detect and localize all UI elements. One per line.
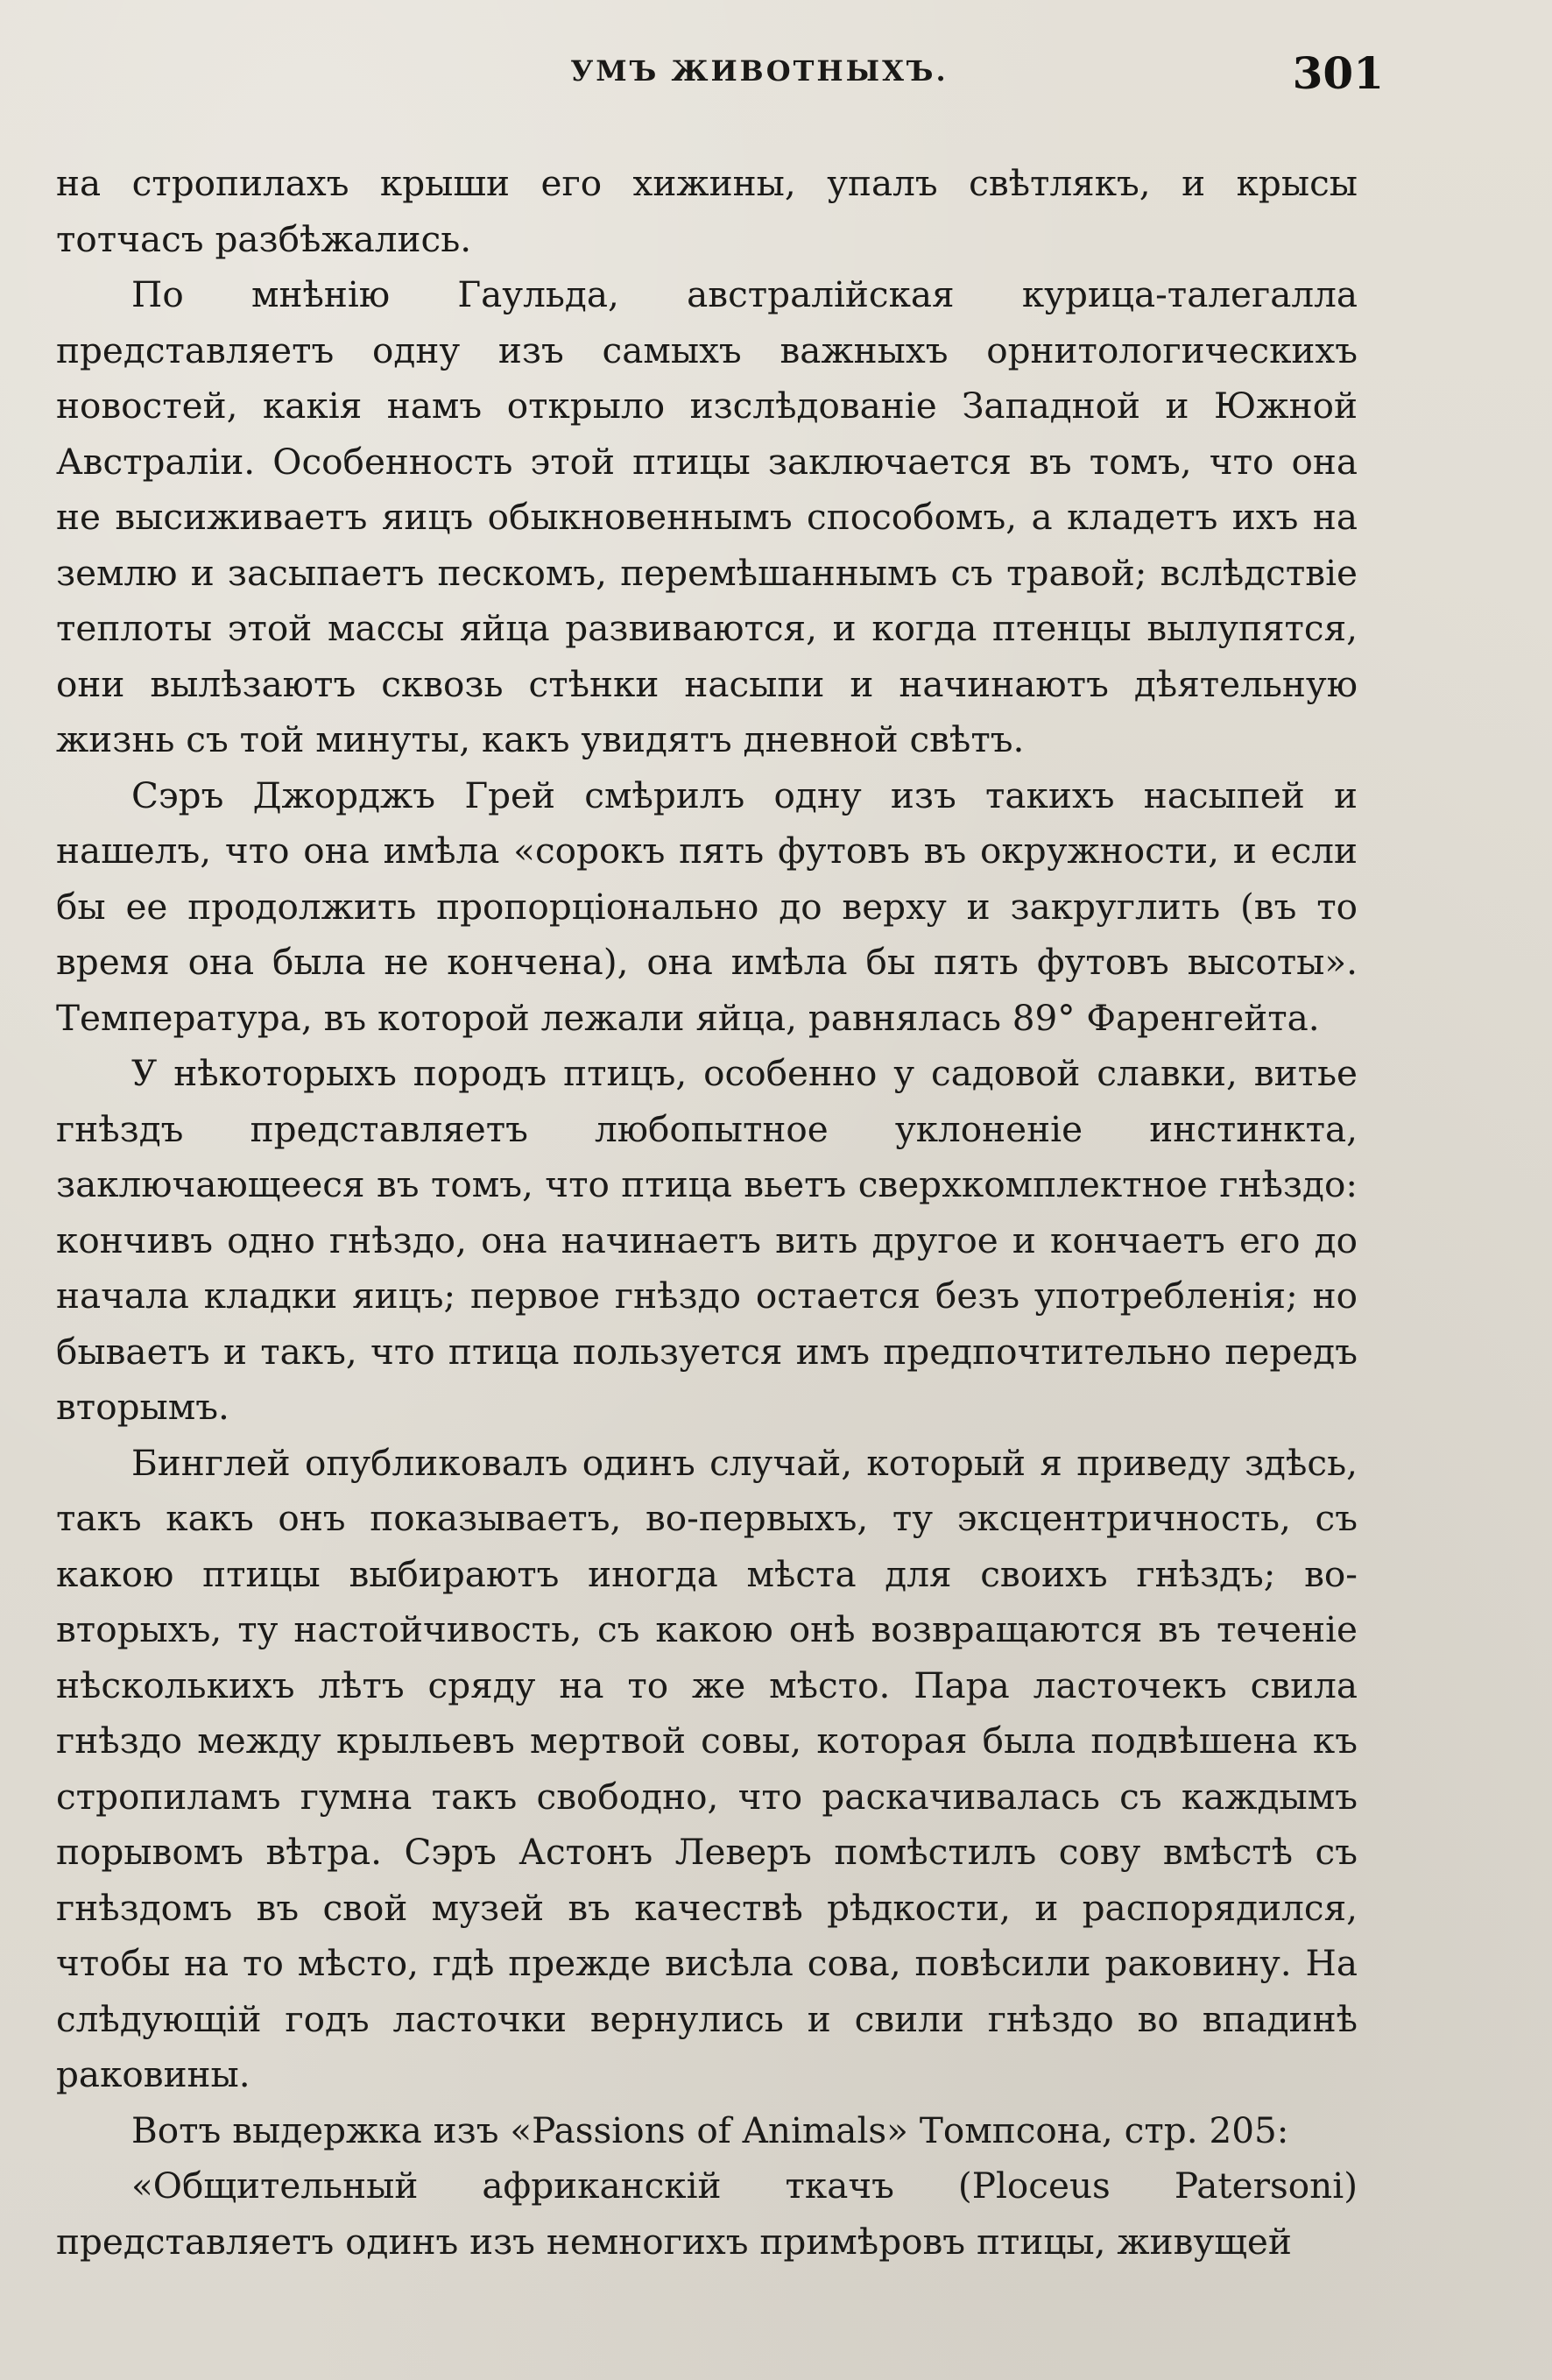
paragraph: Сэръ Джорджъ Грей смѣрилъ одну изъ такихъ насыпей и нашелъ, что она имѣла «сорокъ пять футовъ въ окружности, и если бы ее продолжить пропорціонально до верху и закруглить (въ то время она была не кончена), она имѣла бы пять футовъ высоты». Температура, въ которой лежали яйца, равнялась 89° Фаренгейта. xyxy=(56,773,1358,1039)
paragraph: Вотъ выдержка изъ «Passions of Animals» Томпсона, стр. 205: xyxy=(131,2108,1289,2151)
body-text xyxy=(56,156,1358,2270)
page-number: 301 xyxy=(1292,47,1384,99)
paragraph: У нѣкоторыхъ породъ птицъ, особенно у садовой славки, витье гнѣздъ представляетъ любопытное уклоненіе инстинкта, заключающееся въ томъ, что птица вьетъ сверхкомплектное гнѣздо: кончивъ одно гнѣздо, она начинаетъ вить другое и кончаетъ его до начала кладки яицъ; первое гнѣздо остается безъ употребленія; но бываетъ и такъ, что птица пользуется имъ предпочтительно передъ вторымъ. xyxy=(56,1052,1358,1428)
paragraph: Бинглей опубликовалъ одинъ случай, который я приведу здѣсь, такъ какъ онъ показываетъ, во-первыхъ, ту эксцентричность, съ какою птицы выбираютъ иногда мѣста для своихъ гнѣздъ; во-вторыхъ, ту настойчивость, съ какою онѣ возвращаются въ теченіе нѣсколькихъ лѣтъ сряду на то же мѣсто. Пара ласточекъ свила гнѣздо между крыльевъ мертвой совы, которая была подвѣшена къ стропиламъ гумна такъ свободно, что раскачивалась съ каждымъ порывомъ вѣтра. Сэръ Астонъ Леверъ помѣстилъ сову вмѣстѣ съ гнѣздомъ въ свой музей въ качествѣ рѣдкости, и распорядился, чтобы на то мѣсто, гдѣ прежде висѣла сова, повѣсили раковину. На слѣдующій годъ ласточки вернулись и свили гнѣздо во впадинѣ раковины. xyxy=(56,1441,1358,2095)
quote-paragraph: «Общительный африканскій ткачъ (Ploceus Patersoni) представляетъ одинъ изъ немногихъ примѣровъ птицы, живущей xyxy=(56,2165,1358,2263)
paragraph: на стропилахъ крыши его хижины, упалъ свѣтлякъ, и крысы тотчасъ разбѣжались. xyxy=(56,162,1358,260)
running-title: УМЪ ЖИВОТНЫХЪ. xyxy=(570,54,949,88)
page-header xyxy=(56,47,1384,107)
paragraph: По мнѣнію Гаульда, австралійская курица-талегалла представляетъ одну изъ самыхъ важныхъ орнитологическихъ новостей, какія намъ открыло изслѣдованіе Западной и Южной Австраліи. Особенность этой птицы заключается въ томъ, что она не высиживаетъ яицъ обыкновеннымъ способомъ, а кладетъ ихъ на землю и засыпаетъ пескомъ, перемѣшаннымъ съ травой; вслѣдствіе теплоты этой массы яйца развиваются, и когда птенцы вылупятся, они вылѣзаютъ сквозь стѣнки насыпи и начинаютъ дѣятельную жизнь съ той минуты, какъ увидятъ дневной свѣтъ. xyxy=(56,273,1358,760)
